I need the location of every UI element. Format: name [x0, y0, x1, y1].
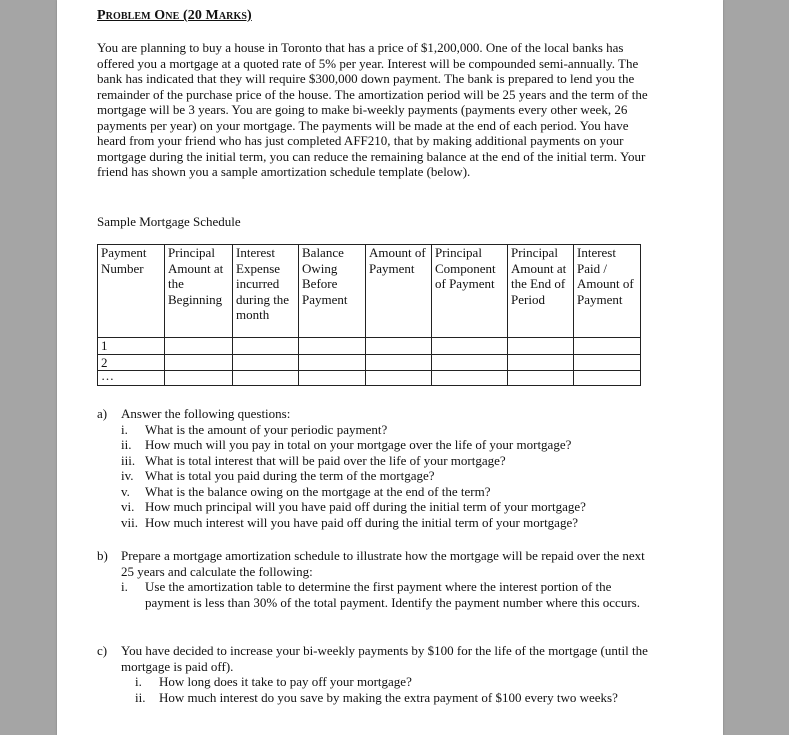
item-text: How much will you pay in total on your mortgage over the life of your mortgage?: [145, 437, 572, 452]
item-number: iii.: [121, 452, 136, 468]
mortgage-schedule-table: [97, 244, 641, 386]
table-row: [98, 354, 641, 371]
item-number: vi.: [121, 499, 135, 514]
question-letter: a): [97, 406, 108, 421]
sample-schedule-title: Sample Mortgage Schedule: [97, 214, 241, 229]
item-number: i.: [121, 421, 128, 437]
item-number: i.: [135, 674, 142, 689]
document-page: [57, 0, 723, 735]
table-cell: [574, 354, 641, 371]
list-item: [121, 453, 657, 469]
list-item: [121, 484, 657, 500]
item-text: What is the amount of your periodic payment?: [145, 421, 388, 437]
item-text: What is total you paid during the term of the mortgage?: [145, 468, 435, 483]
header-interest-expense: Interest Expense incurred during the month: [233, 245, 299, 338]
question-text: Prepare a mortgage amortization schedule to illustrate how the mortgage will be repaid over the next 25 years and calculate the following:: [121, 548, 645, 579]
table-cell: [233, 338, 299, 355]
table-row: [98, 371, 641, 386]
table-cell: [165, 354, 233, 371]
table-cell: [366, 371, 432, 386]
table-cell: [299, 338, 366, 355]
table-cell: [165, 338, 233, 355]
problem-title: Problem One (20 Marks): [97, 8, 252, 23]
table-cell: [432, 354, 508, 371]
question-letter: b): [97, 548, 108, 563]
table-row: [98, 338, 641, 355]
table-cell: [432, 338, 508, 355]
item-text: What is the balance owing on the mortgage at the end of the term?: [145, 483, 491, 499]
question-text: You have decided to increase your bi-weekly payments by $100 for the life of the mortgage (until the mortgage is paid off).: [121, 643, 648, 674]
table-cell: [299, 371, 366, 386]
row-number: 2: [98, 354, 165, 371]
list-item: [121, 468, 657, 484]
header-interest-paid-ratio: Interest Paid / Amount of Payment: [574, 245, 641, 338]
table-cell: [366, 354, 432, 371]
item-text: How long does it take to pay off your mortgage?: [159, 674, 412, 689]
item-text: How much interest do you save by making the extra payment of $100 every two weeks?: [159, 689, 618, 705]
item-text: How much principal will you have paid off during the initial term of your mortgage?: [145, 499, 586, 514]
question-c: [97, 643, 657, 705]
item-number: i.: [121, 579, 128, 594]
item-number: ii.: [121, 437, 132, 452]
table-cell: [432, 371, 508, 386]
list-item: [121, 422, 657, 438]
table-cell: [508, 338, 574, 355]
question-text: Answer the following questions:: [121, 406, 291, 421]
header-balance-owing: Balance Owing Before Payment: [299, 245, 366, 338]
header-payment-number: Payment Number: [98, 245, 165, 338]
list-item: [135, 674, 657, 690]
list-item: [121, 579, 657, 610]
table-cell: [299, 354, 366, 371]
table-cell: [574, 338, 641, 355]
list-item: [135, 690, 657, 706]
item-number: v.: [121, 483, 130, 499]
item-number: iv.: [121, 468, 134, 483]
intro-paragraph: You are planning to buy a house in Toronto that has a price of $1,200,000. One of the local banks has offered you a mortgage at a quoted rate of 5% per year. Interest will be compounded semi-annually. The bank has indicated that they will require $300,000 down payment. The bank is prepared to lend you the remainder of the purchase price of the house. The amortization period will be 25 years and the term of the mortgage will be 3 years. You are going to make bi-weekly payments (payments every other week, 26 payments per year) on your mortgage. The payments will be made at the end of each period. You have heard from your friend who has just completed AFF210, that by making additional payments on your mortgage during the initial term, you can reduce the remaining balance at the end of the initial term. Your friend has shown you a sample amortization schedule template (below).: [97, 40, 648, 179]
question-letter: c): [97, 643, 108, 658]
header-principal-component: Principal Component of Payment: [432, 245, 508, 338]
header-principal-end: Principal Amount at the End of Period: [508, 245, 574, 338]
question-b: [97, 548, 657, 610]
item-text: What is total interest that will be paid over the life of your mortgage?: [145, 452, 506, 468]
table-cell: [574, 371, 641, 386]
table-cell: [366, 338, 432, 355]
table-cell: [233, 354, 299, 371]
item-text: Use the amortization table to determine the first payment where the interest portion of the payment is less than 30% of the total payment. Identify the payment number where this occurs.: [145, 579, 640, 610]
row-number: …: [98, 371, 165, 386]
table-header-row: [98, 245, 641, 338]
table-cell: [508, 354, 574, 371]
item-number: vii.: [121, 514, 138, 530]
list-item: [121, 499, 657, 515]
row-number: 1: [98, 338, 165, 355]
table-cell: [233, 371, 299, 386]
question-a: [97, 406, 657, 530]
table-cell: [165, 371, 233, 386]
header-amount-payment: Amount of Payment: [366, 245, 432, 338]
header-principal-beginning: Principal Amount at the Beginning: [165, 245, 233, 338]
table-cell: [508, 371, 574, 386]
list-item: [121, 437, 657, 453]
item-number: ii.: [135, 689, 146, 705]
list-item: [121, 515, 657, 531]
item-text: How much interest will you have paid off during the initial term of your mortgage?: [145, 514, 578, 530]
